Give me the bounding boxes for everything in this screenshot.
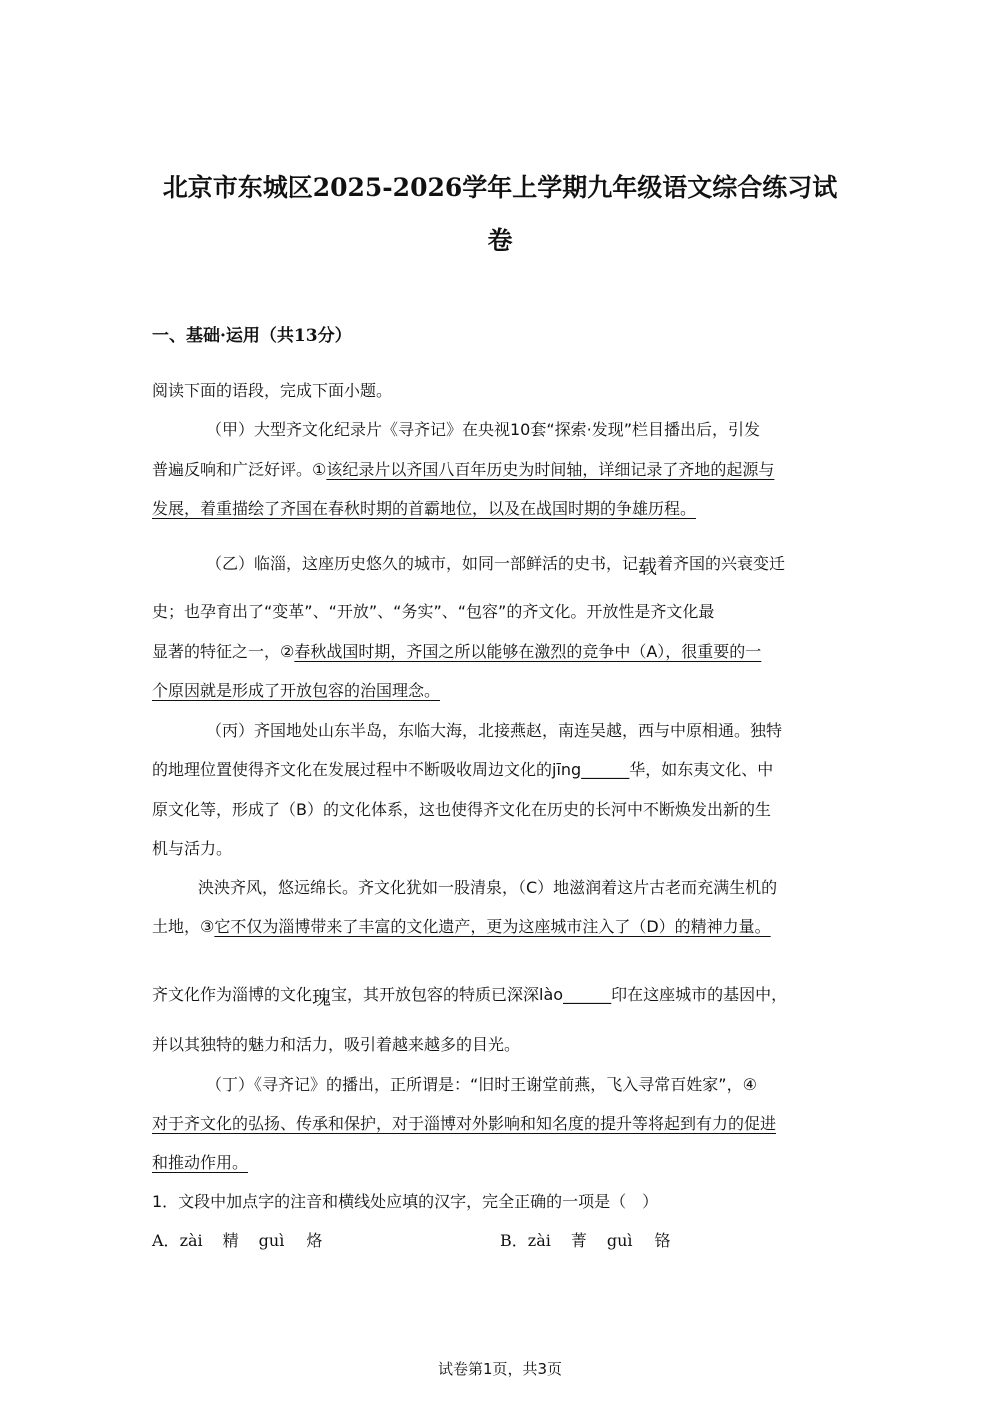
reading-instruction: 阅读下面的语段，完成下面小题。 <box>152 381 393 400</box>
paragraph-bing-line-8: 并以其独特的魅力和活力，吸引着越来越多的目光。 <box>152 1035 521 1054</box>
paragraph-jia-line-1: （甲）大型齐文化纪录片《寻齐记》在央视10套“探索·发现”栏目播出后，引发 <box>206 420 761 439</box>
question-1: 1．文段中加点字的注音和横线处应填的汉字，完全正确的一项是（ ） <box>152 1192 659 1211</box>
underlined-sentence-1: 该纪录片以齐国八百年历史为时间轴，详细记录了齐地的起源与 <box>326 460 775 479</box>
option-a-pinyin-1: zài <box>179 1231 203 1250</box>
paragraph-ding-line-1: （丁）《寻齐记》的播出，正所谓是：“旧时王谢堂前燕，飞入寻常百姓家”，④ <box>206 1075 757 1094</box>
paragraph-bing-line-7: 齐文化作为淄博的文化瑰宝，其开放包容的特质已深深lào______印在这座城市的基因中， <box>152 985 788 1009</box>
paragraph-bing-line-5: 泱泱齐风，悠远绵长。齐文化犹如一股清泉，（C）地滋润着这片古老而充满生机的 <box>198 878 778 897</box>
page-title: 北京市东城区2025-2026学年上学期九年级语文综合练习试 <box>162 173 838 202</box>
paragraph-yi-line-4 <box>152 678 440 701</box>
dotted-character-zai: 载 <box>638 556 658 578</box>
option-a-pinyin-2: guì <box>258 1231 285 1250</box>
section-heading: 一、基础·运用（共13分） <box>152 326 352 346</box>
option-a-char-2: 烙 <box>306 1231 323 1250</box>
option-a[interactable] <box>152 1228 322 1251</box>
paragraph-bing-line-4: 机与活力。 <box>152 839 233 858</box>
paragraph-ding-line-2 <box>152 1111 776 1134</box>
underlined-sentence-2: 春秋战国时期，齐国之所以能够在激烈的竞争中（A），很重要的一 <box>294 642 762 661</box>
option-b-pinyin-2: guì <box>606 1231 633 1250</box>
paragraph-jia-line-2: 普遍反响和广泛好评。①该纪录片以齐国八百年历史为时间轴，详细记录了齐地的起源与 <box>152 460 775 479</box>
page-footer: 试卷第1页，共3页 <box>437 1360 563 1378</box>
option-b-char-2: 铬 <box>654 1231 671 1250</box>
underlined-sentence-2-end: 个原因就是形成了开放包容的治国理念。 <box>152 681 441 700</box>
paragraph-bing-line-1: （丙）齐国地处山东半岛，东临大海，北接燕赵，南连吴越，西与中原相通。独特 <box>206 721 783 740</box>
underlined-sentence-4: 对于齐文化的弘扬、传承和保护，对于淄博对外影响和知名度的提升等将起到有力的促进 <box>152 1114 777 1133</box>
paragraph-jia-line-3 <box>152 496 696 519</box>
option-a-label: A． <box>152 1231 180 1250</box>
dotted-character-gui: 瑰 <box>312 987 332 1009</box>
paragraph-bing-line-3: 原文化等，形成了（B）的文化体系，这也使得齐文化在历史的长河中不断焕发出新的生 <box>152 800 771 819</box>
option-b-label: B． <box>500 1231 528 1250</box>
option-b[interactable] <box>500 1228 671 1251</box>
underlined-sentence-4-end: 和推动作用。 <box>152 1153 249 1172</box>
page-title-continued: 卷 <box>487 226 513 255</box>
paragraph-ding-line-3 <box>152 1150 248 1173</box>
underlined-sentence-1-end: 发展，着重描绘了齐国在春秋时期的首霸地位，以及在战国时期的争雄历程。 <box>152 499 697 518</box>
paragraph-bing-line-2: 的地理位置使得齐文化在发展过程中不断吸收周边文化的jīng______华，如东夷文化、中 <box>152 760 774 779</box>
underlined-sentence-3: 它不仅为淄博带来了丰富的文化遗产，更为这座城市注入了（D）的精神力量。 <box>214 917 771 936</box>
option-b-char-1: 菁 <box>570 1231 587 1250</box>
option-a-char-1: 精 <box>222 1231 239 1250</box>
paragraph-yi-line-3: 显著的特征之一，②春秋战国时期，齐国之所以能够在激烈的竞争中（A），很重要的一 <box>152 642 762 661</box>
option-b-pinyin-1: zài <box>527 1231 551 1250</box>
paragraph-bing-line-6: 土地，③它不仅为淄博带来了丰富的文化遗产，更为这座城市注入了（D）的精神力量。 <box>152 917 771 936</box>
paragraph-yi-line-1: （乙）临淄，这座历史悠久的城市，如同一部鲜活的史书，记载着齐国的兴衰变迁 <box>206 554 786 578</box>
paragraph-yi-line-2: 史；也孕育出了“变革”、“开放”、“务实”、“包容”的齐文化。开放性是齐文化最 <box>152 602 715 621</box>
